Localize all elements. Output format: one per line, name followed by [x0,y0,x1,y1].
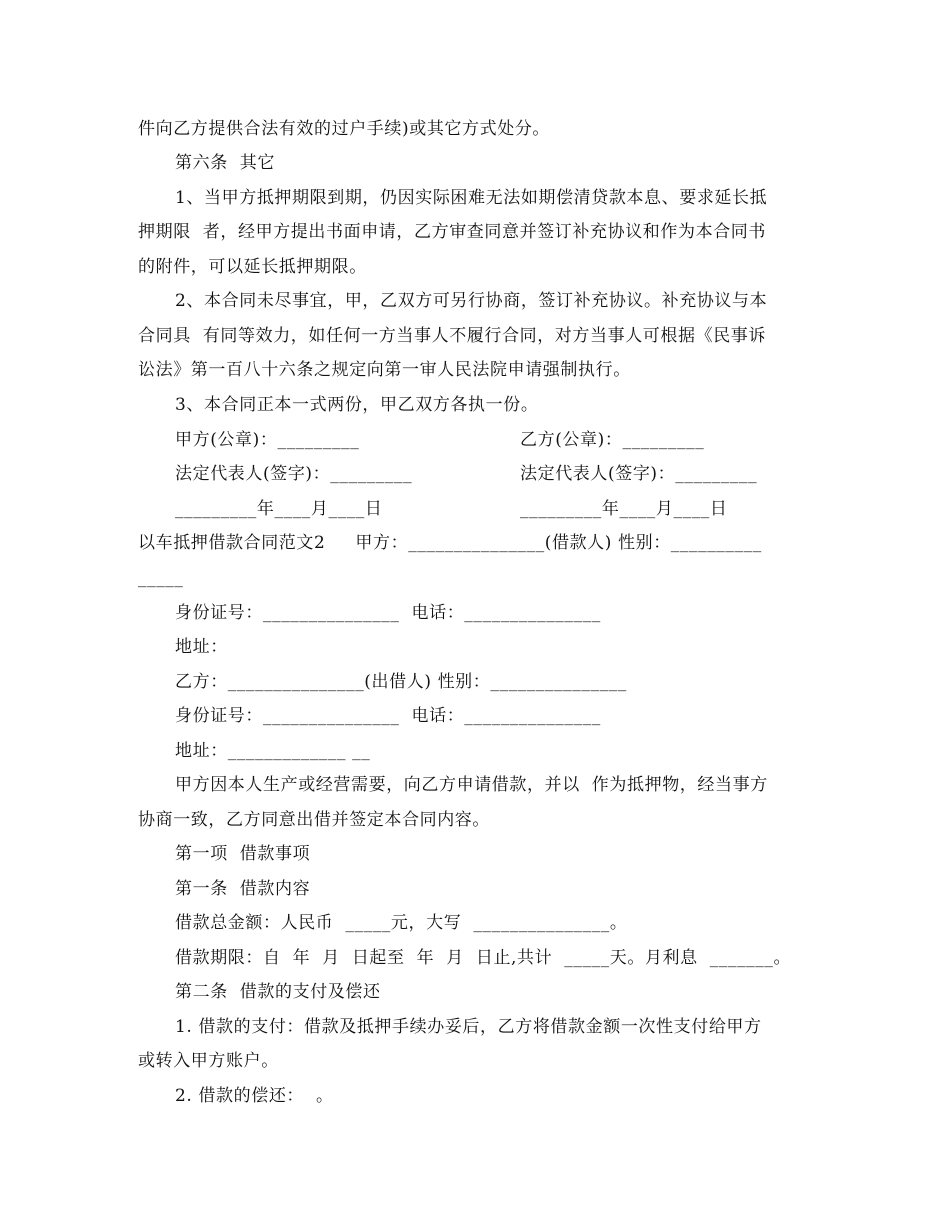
party-a-representative: 法定代表人(签字)：_________ [175,464,413,484]
text-line: 甲方因本人生产或经营需要，向乙方申请借款，并以 作为抵押物，经当事方 [175,775,768,795]
text-line: 乙方：_______________(出借人) 性别：_______________ [175,672,627,692]
section-heading: 第一条 借款内容 [175,879,311,899]
text-line: 1、当甲方抵押期限到期，仍因实际困难无法如期偿清贷款本息、要求延长抵 [175,188,768,208]
text-line: 借款总金额：人民币 _____元，大写 _______________。 [175,913,628,933]
text-line: 2、本合同未尽事宜，甲，乙双方可另行协商，签订补充协议。补充协议与本 [175,291,768,311]
party-b-date: _________年____月____日 [520,499,728,519]
text-line: 身份证号：_______________ 电话：_______________ [175,706,601,726]
section-heading: 第二条 借款的支付及偿还 [175,982,381,1002]
text-line: 3、本合同正本一式两份，甲乙双方各执一份。 [175,395,539,415]
document-title: 以车抵押借款合同范文2 甲方：_______________(借款人) 性别：__________ [138,533,762,553]
party-a-date: _________年____月____日 [175,499,383,519]
party-b-representative: 法定代表人(签字)：_________ [520,464,758,484]
text-line: 借款期限：自 年 月 日起至 年 月 日止,共计 _____天。月利息 _______。 [175,948,792,968]
text-line: 件向乙方提供合法有效的过户手续)或其它方式处分。 [138,119,551,139]
text-line: 协商一致，乙方同意出借并签定本合同内容。 [138,810,490,830]
party-a-seal: 甲方(公章)：_________ [175,430,360,450]
text-line: 1. 借款的支付：借款及抵押手续办妥后，乙方将借款金额一次性支付给甲方 [175,1017,762,1037]
section-heading: 第一项 借款事项 [175,844,311,864]
text-line: 的附件，可以延长抵押期限。 [138,257,367,277]
text-line: 2. 借款的偿还： 。 [175,1086,334,1106]
party-b-seal: 乙方(公章)：_________ [520,430,705,450]
text-line: 地址：_____________ __ [175,741,371,761]
section-heading: 第六条 其它 [175,153,276,173]
text-line: _____ [138,568,184,588]
text-line: 合同具 有同等效力，如任何一方当事人不履行合同，对方当事人可根据《民事诉 [138,326,767,346]
text-line: 讼法》第一百八十六条之规定向第一审人民法院申请强制执行。 [138,360,631,380]
text-line: 身份证号：_______________ 电话：_______________ [175,603,601,623]
text-line: 地址： [175,637,228,657]
text-line: 或转入甲方账户。 [138,1051,279,1071]
text-line: 押期限 者，经甲方提出书面申请，乙方审查同意并签订补充协议和作为本合同书 [138,222,767,242]
